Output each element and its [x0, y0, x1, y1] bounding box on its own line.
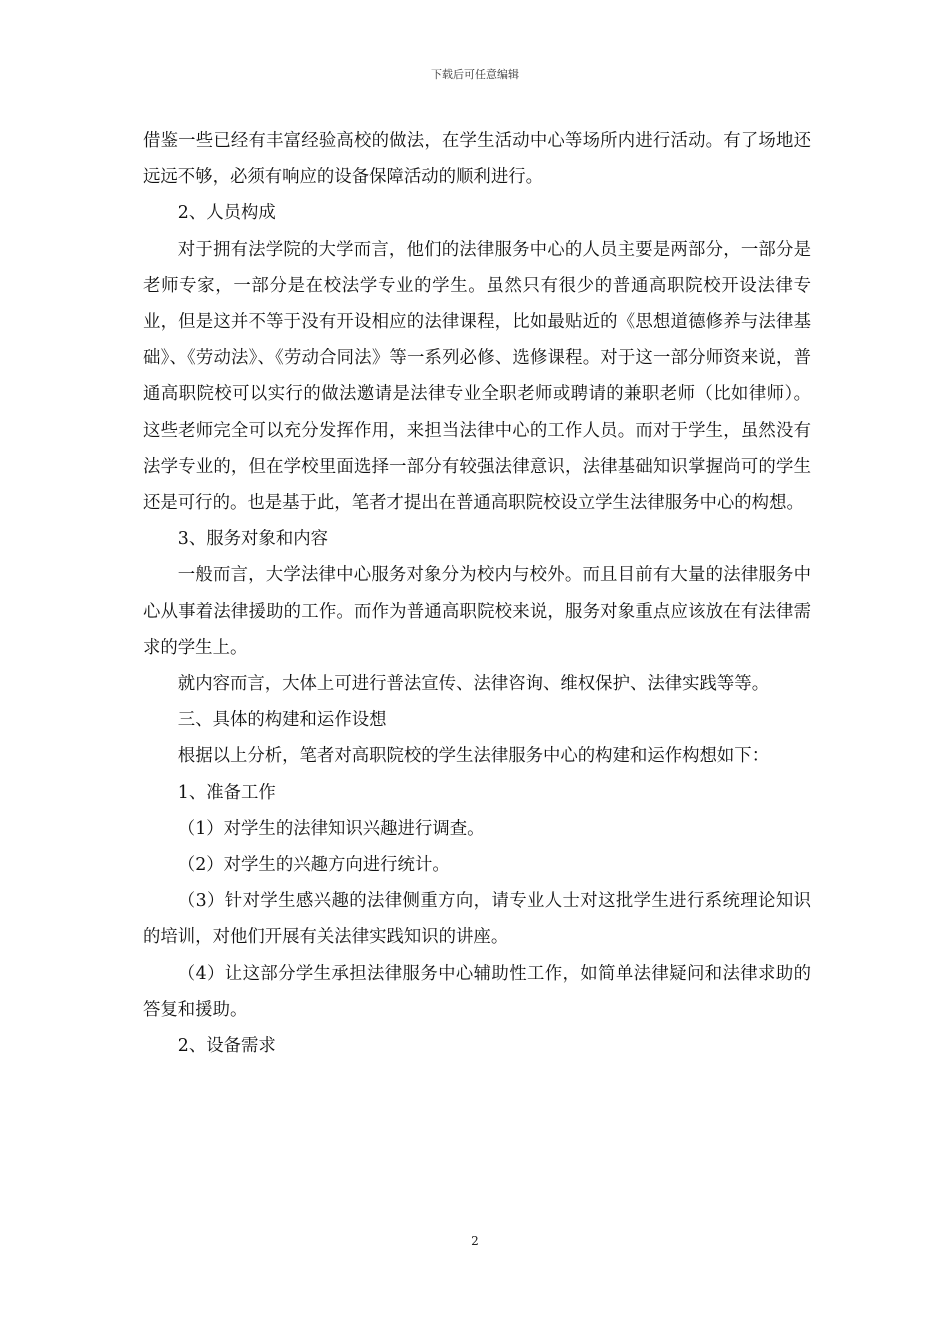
paragraph: 一般而言，大学法律中心服务对象分为校内与校外。而且目前有大量的法律服务中心从事着法律援助的工作。而作为普通高职院校来说，服务对象重点应该放在有法律需求的学生上。 — [143, 565, 811, 658]
section-heading: 2、设备需求 — [177, 1036, 276, 1057]
section-heading: 1、准备工作 — [177, 782, 276, 803]
paragraph: 借鉴一些已经有丰富经验高校的做法，在学生活动中心等场所内进行活动。有了场地还远远不够，必须有响应的设备保障活动的顺利进行。 — [143, 131, 811, 188]
page-number: 2 — [471, 1234, 479, 1248]
page-header: 下载后可任意编辑 — [431, 68, 519, 81]
list-item: （3）针对学生感兴趣的法律侧重方向，请专业人士对这批学生进行系统理论知识的培训，对他们开展有关法律实践知识的讲座。 — [143, 891, 811, 948]
paragraph: 根据以上分析，笔者对高职院校的学生法律服务中心的构建和运作构想如下： — [177, 746, 770, 767]
section-heading: 2、人员构成 — [177, 203, 276, 224]
list-item: （1）对学生的法律知识兴趣进行调查。 — [177, 818, 485, 839]
paragraph: 对于拥有法学院的大学而言，他们的法律服务中心的人员主要是两部分，一部分是老师专家，一部分是在校法学专业的学生。虽然只有很少的普通高职院校开设法律专业，但是这并不等于没有开设相应的法律课程，比如最贴近的《思想道德修养与法律基础》、《劳动法》、《劳动合同法》等一系列必修、选修课程。对于这一部分师资来说，普通高职院校可以实行的做法邀请是法律专业全职老师或聘请的兼职老师（比如律师）。这些老师完全可以充分发挥作用，来担当法律中心的工作人员。而对于学生，虽然没有法学专业的，但在学校里面选择一部分有较强法律意识，法律基础知识掌握尚可的学生还是可行的。也是基于此，笔者才提出在普通高职院校设立学生法律服务中心的构想。 — [143, 239, 811, 514]
document-body — [143, 123, 811, 1064]
list-item: （2）对学生的兴趣方向进行统计。 — [177, 855, 450, 876]
paragraph: 就内容而言，大体上可进行普法宣传、法律咨询、维权保护、法律实践等等。 — [177, 674, 770, 695]
list-item: （4）让这部分学生承担法律服务中心辅助性工作，如简单法律疑问和法律求助的答复和援助。 — [143, 963, 811, 1020]
section-heading: 3、服务对象和内容 — [177, 529, 328, 550]
section-heading: 三、具体的构建和运作设想 — [177, 710, 387, 731]
